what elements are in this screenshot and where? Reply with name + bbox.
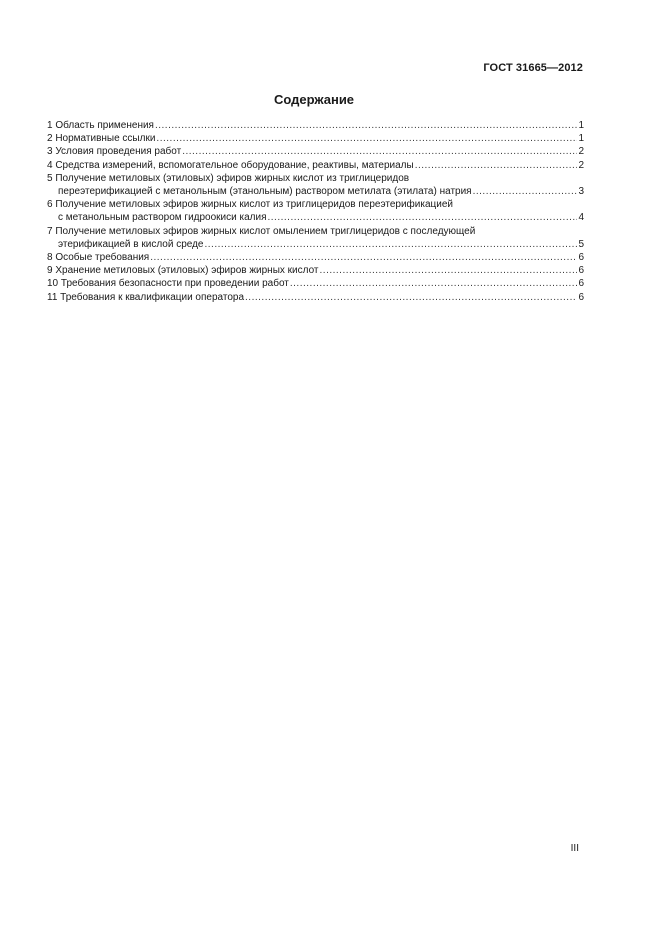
toc-page-number: 6	[578, 278, 584, 290]
toc-page-number: 6	[578, 265, 584, 277]
toc-entry-text-continued: с метанольным раствором гидроокиси калия	[58, 212, 267, 224]
toc-page-number: 6	[578, 252, 584, 264]
toc-page-number: 2	[578, 159, 584, 171]
toc-entry-text: 11 Требования к квалификации оператора	[47, 291, 245, 303]
toc-entry-text-continued: этерификацией в кислой среде	[58, 238, 204, 250]
toc-entry[interactable]	[47, 264, 584, 277]
toc-entry[interactable]	[47, 132, 584, 145]
dot-leader	[245, 291, 577, 304]
toc-page-number: 3	[578, 186, 584, 198]
dot-leader	[320, 264, 578, 277]
table-of-contents	[47, 119, 584, 304]
standard-id: ГОСТ 31665—2012	[483, 62, 583, 74]
toc-entry[interactable]	[47, 291, 584, 304]
toc-page-number: 1	[578, 133, 584, 145]
dot-leader	[290, 277, 578, 290]
dot-leader	[156, 132, 577, 145]
toc-page-number: 5	[578, 238, 584, 250]
toc-entry[interactable]	[47, 145, 584, 158]
toc-entry[interactable]	[47, 198, 584, 224]
toc-entry-text: 2 Нормативные ссылки	[47, 133, 156, 145]
toc-page-number: 6	[578, 291, 584, 303]
dot-leader	[155, 119, 577, 132]
toc-page-number: 1	[578, 120, 584, 131]
toc-entry-text: 4 Средства измерений, вспомогательное оборудование, реактивы, материалы	[47, 159, 414, 171]
toc-entry-text-continued: переэтерификацией с метанольным (этанольным) раствором метилата (этилата) натрия	[58, 186, 472, 198]
dot-leader	[205, 238, 578, 251]
toc-entry[interactable]	[47, 119, 584, 132]
toc-entry-text: 8 Особые требования	[47, 252, 150, 264]
page-folio: III	[570, 843, 579, 854]
toc-entry-text: 9 Хранение метиловых (этиловых) эфиров жирных кислот	[47, 265, 319, 277]
toc-entry-text: 7 Получение метиловых эфиров жирных кислот омылением триглицеридов с последующей	[47, 225, 476, 237]
toc-entry-text: 10 Требования безопасности при проведении работ	[47, 278, 289, 290]
toc-entry[interactable]	[47, 159, 584, 172]
toc-entry[interactable]	[47, 251, 584, 264]
toc-title: Содержание	[273, 92, 355, 107]
toc-entry-text: 3 Условия проведения работ	[47, 146, 182, 158]
toc-entry[interactable]	[47, 225, 584, 251]
dot-leader	[415, 159, 578, 172]
toc-entry[interactable]	[47, 277, 584, 290]
dot-leader	[182, 145, 577, 158]
toc-entry-text: 1 Область применения	[47, 120, 154, 131]
dot-leader	[150, 251, 577, 264]
toc-entry-text: 5 Получение метиловых (этиловых) эфиров жирных кислот из триглицеридов	[47, 172, 410, 184]
toc-page-number: 4	[578, 212, 584, 224]
toc-page-number: 2	[578, 146, 584, 158]
dot-leader	[268, 211, 578, 224]
toc-entry[interactable]	[47, 172, 584, 198]
toc-entry-text: 6 Получение метиловых эфиров жирных кислот из триглицеридов переэтерификацией	[47, 199, 453, 211]
dot-leader	[473, 185, 578, 198]
